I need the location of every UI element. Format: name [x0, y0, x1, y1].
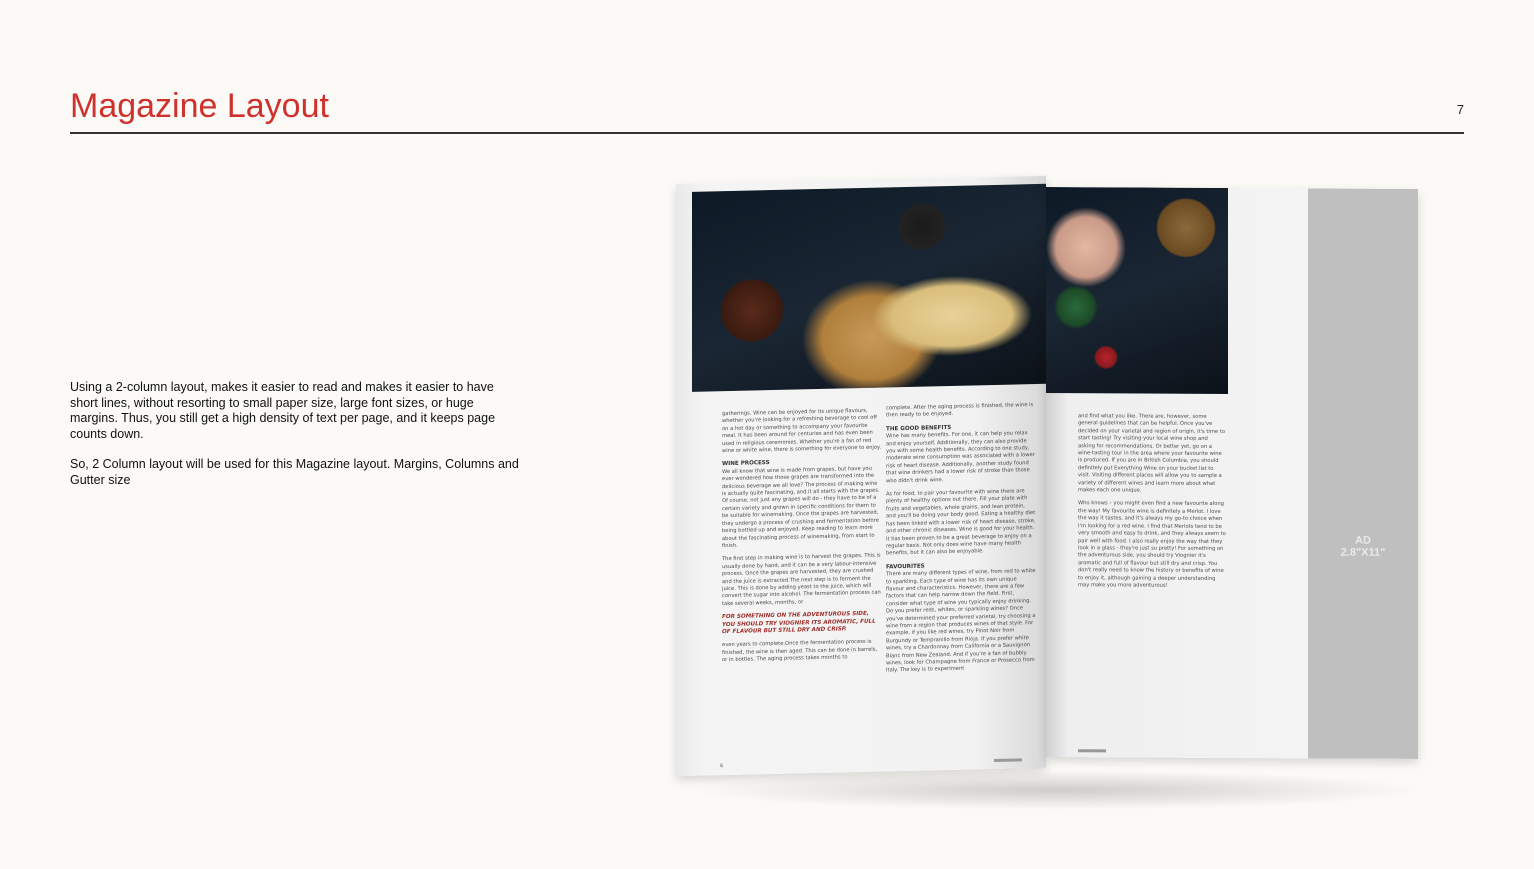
column-text: even years to complete.Once the fermentation process is finished, the wine is then aged. This can be done in barrels, or in bottles. The aging process takes months to [722, 639, 878, 664]
column-text: Wine has many benefits. For one, it can help you relax and enjoy yourself. Additionally, they can also provide you with some health benefits. According to one study, moderate wine consumption was associated with a lower risk of heart disease. Additionally, another study found that wine drinkers had a lower risk of stroke than those who didn't drink wine. [886, 430, 1035, 485]
page-number: 7 [1456, 102, 1464, 117]
magazine-mockup [676, 170, 1436, 815]
pull-quote: FOR SOMETHING ON THE ADVENTUROUS SIDE, YOU SHOULD TRY VIOGNIER ITS AROMATIC, FULL OF FLAVOUR BUT STILL DRY AND CRISP. [722, 610, 876, 636]
description-paragraph-2: So, 2 Column layout will be used for this Magazine layout. Margins, Columns and Gutter size [70, 457, 519, 487]
column-text: There are many different types of wine, from red to white to sparkling. Each type of wine has its own unique flavour and characteristics. However, there are a few factors that can help narrow down the field. First, consider what type of wine you typically enjoy drinking. Do you prefer reds, whites, or sparkling wines? Once you've determined your preferred varietal, try choosing a wine from a region that produces wines of that style. For example, if you like red wines, try Pinot Noir from Burgundy or Tempranillo from Rioja. If you prefer white wines, try a Chardonnay from California or a Sauvignon Blanc from New Zealand. And if you're a fan of bubbly wines, look for Champagne from France or Prosecco from Italy. The key is to experiment [886, 568, 1036, 674]
description-text [70, 380, 525, 503]
folio-number: 6 [720, 763, 724, 770]
column-text: complete. After the aging process is finished, the wine is then ready to be enjoyed. [886, 402, 1034, 419]
column-text: gatherings. Wine can be enjoyed for its unique flavours, whether you're looking for a refreshing beverage to cool off on a hot day or something to accompany your favourite meal. It has been around for centuries and has even been used in religious ceremonies. Whether you're a fan of red wine or white wine, there is something for everyone to enjoy. [722, 407, 882, 455]
food-photo-right [1046, 187, 1228, 394]
column-text: Who knows – you might even find a new favourite along the way! My favourite wine is definitely a Merlot. I love the way it tastes, and it's always my go-to choice when I'm looking for a red wine. I find that Merlots tend to be very smooth and easy to drink, and they always seem to pair well with food. I also really enjoy the way that they look in a glass - they're just so pretty! For something on the adventurous side, you should try Viognier it's aromatic and full of flavour but still dry and crisp. You don't really need to know the history or benefits of wine to enjoy it, although gaining a deeper understanding may make you more adventurous! [1078, 500, 1226, 589]
column-text: and find what you like. There are, however, some general guidelines that can be helpful. Once you've decided on your varietal and region of origin, it's time to start tasting! Try visiting your local wine shop and asking for recommendations. Or better yet, go on a wine-tasting tour in the area where your favourite wine is produced. If you are in British Columbia, you should definitely put Everything Wine on your bucket list to visit. Visiting different places will allow you to sample a variety of different wines and learn more about what makes each one unique. [1078, 413, 1225, 494]
description-paragraph-1: Using a 2-column layout, makes it easier to read and makes it easier to have short lines, without resorting to small paper size, large font sizes, or huge margins. Thus, you still get a high density of text per page, and it keeps page counts down. [70, 380, 496, 441]
page-footer-bar [1078, 749, 1106, 752]
column-text: The first step in making wine is to harvest the grapes. This is usually done by hand, and it can be a very labour-intensive process. Once the grapes are harvested, they are crushed and the juice is extracted.The next step is to ferment the juice. This is done by adding yeast to the juice, which will convert the sugar into alcohol. The fermentation process can take several weeks, months, or [722, 552, 881, 607]
ad-label-line-2: 2.8"X11" [1340, 546, 1386, 559]
ad-placeholder [1308, 188, 1418, 759]
magazine-shadow [686, 770, 1426, 810]
column-text: As for food, to pair your favourite with wine there are plenty of healthy options out there. Fill your plate with fruits and vegetables, whole grains, and lean protein, and you'll be doing your body good. Eating a healthy diet has been linked with a lower risk of heart disease, stroke, and other chronic diseases. Wine is good for your health. It has been proven to be a great beverage to enjoy on a regular basis. Not only does wine have many health benefits, but it can also be enjoyable. [886, 488, 1036, 557]
food-photo-left [692, 184, 1046, 392]
left-page-column-1 [722, 408, 882, 665]
column-text: We all know that wine is made from grapes, but have you ever wondered how those grapes are transformed into the delicious beverage we all love? The process of making wine is actually quite fascinating, and it all starts with the grapes. Of course, not just any grapes will do - they have to be of a certain variety and grown in specific conditions for them to be suitable for winemaking. Once the grapes are harvested, they undergo a process of crushing and fermentation before being bottled up and enjoyed. Keep reading to learn more about the fascinating process of winemaking, from start to finish. [722, 465, 880, 550]
magazine-left-page [676, 176, 1046, 776]
section-heading: WINE PROCESS [722, 460, 770, 468]
ad-label [1308, 534, 1418, 559]
left-page-column-2 [886, 402, 1036, 675]
title-divider [70, 132, 1464, 134]
slide-title: Magazine Layout [70, 87, 329, 125]
page-footer-bar [994, 758, 1022, 762]
section-heading: FAVOURITES [886, 563, 925, 571]
ad-label-line-1: AD [1355, 534, 1371, 547]
section-heading: THE GOOD BENEFITS [886, 424, 952, 433]
right-page-column [1078, 413, 1226, 590]
magazine-right-page [1046, 187, 1418, 759]
